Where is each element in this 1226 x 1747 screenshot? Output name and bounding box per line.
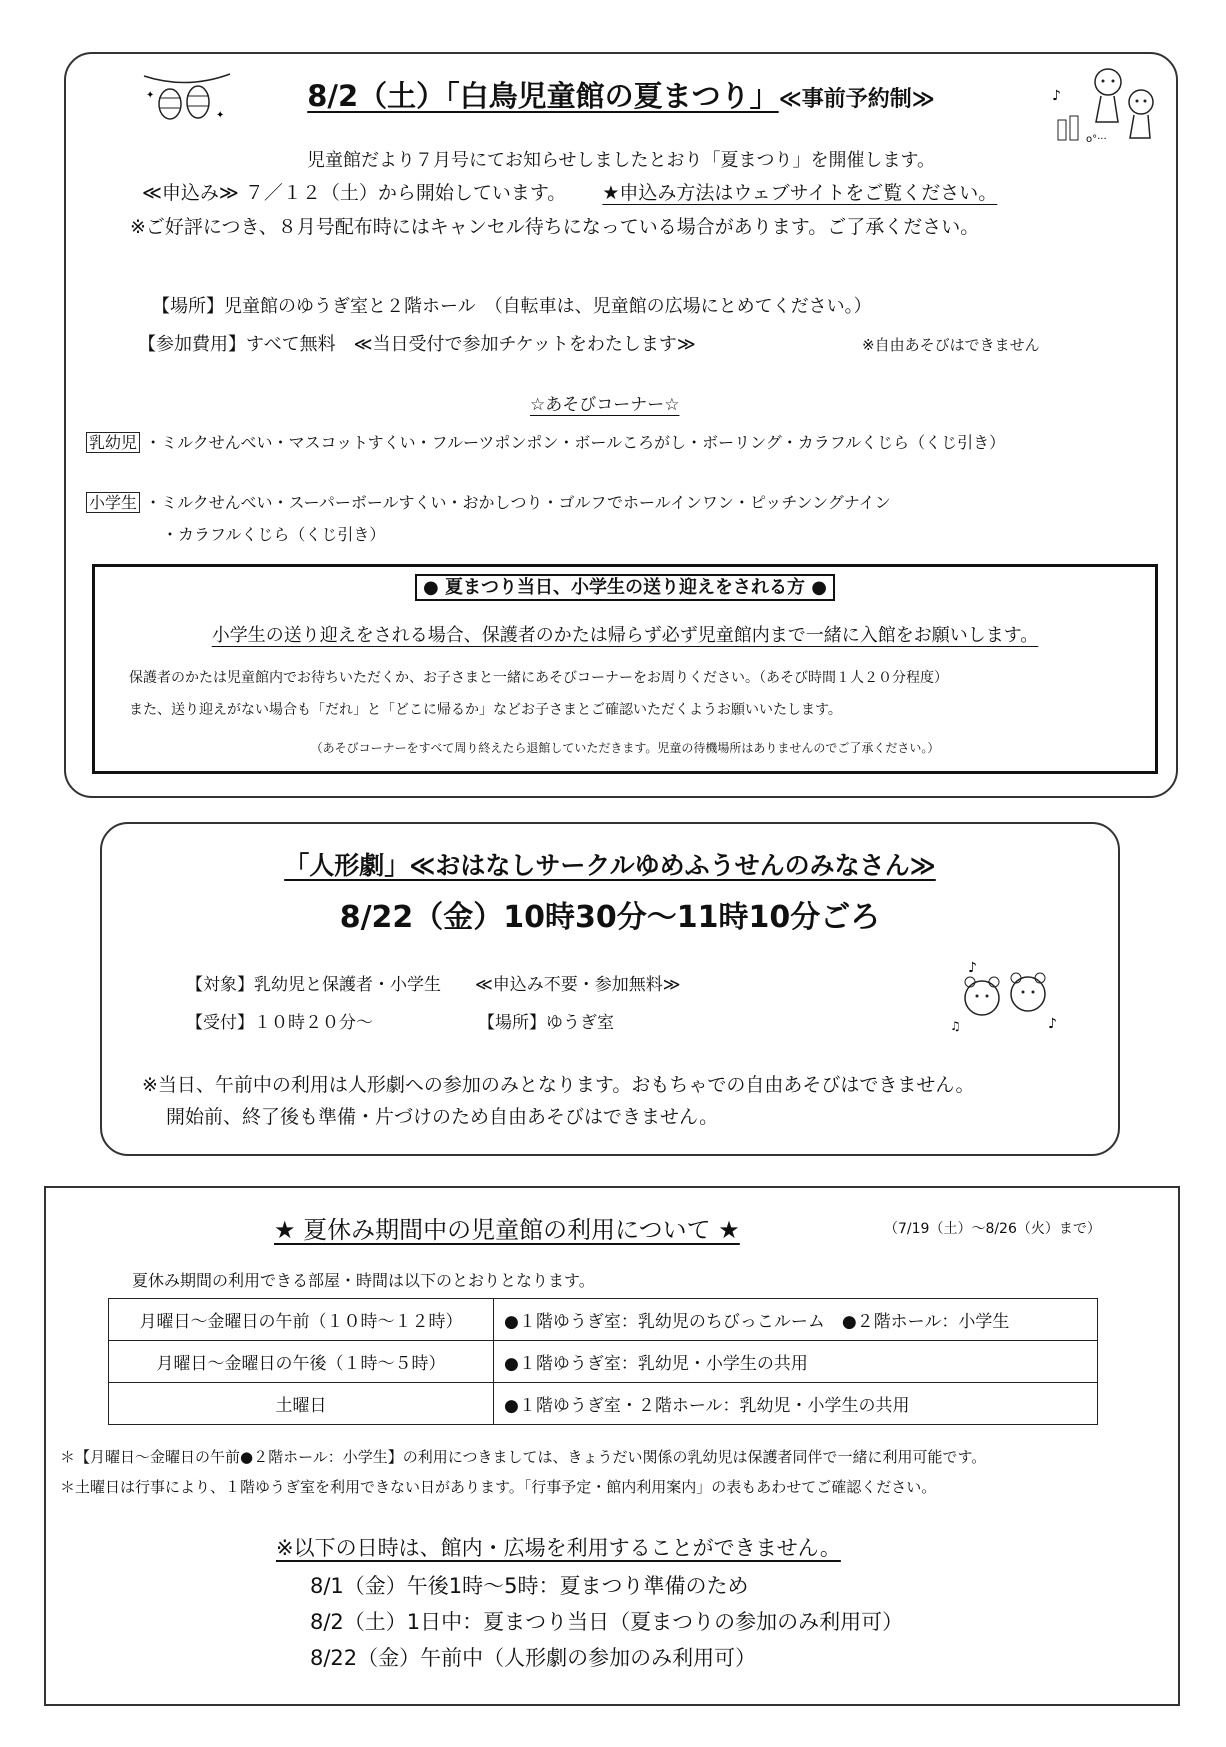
summer-intro: 夏休み期間の利用できる部屋・時間は以下のとおりとなります。 (132, 1271, 595, 1290)
closed-title: ※以下の日時は、館内・広場を利用することができません。 (276, 1536, 841, 1560)
puppet-title: 「人形劇」≪おはなしサークルゆめふうせんのみなさん≫ (284, 851, 936, 880)
festival-fee: 【参加費用】すべて無料 ≪当日受付で参加チケットをわたします≫ (138, 334, 696, 355)
festival-apply: ≪申込み≫ ７／１２（土）から開始しています。 (142, 182, 567, 204)
puppet-place: 【場所】ゆうぎ室 (478, 1013, 614, 1033)
festival-fee-note: ※自由あそびはできません (862, 336, 1040, 354)
festival-waitlist: ※ご好評につき、８月号配布時にはキャンセル待ちになっている場合があります。ご了承ください。 (130, 216, 980, 238)
summer-note2: ＊土曜日は行事により、１階ゆうぎ室を利用できない日があります。「行事予定・館内利用案内」の表もあわせてご確認ください。 (60, 1478, 937, 1496)
festival-apply-method: ★申込み方法はウェブサイトをご覧ください。 (602, 182, 998, 204)
pickup-notice-box (92, 564, 1158, 774)
usage-schedule-table (108, 1298, 1098, 1425)
play-corner-title: ☆あそびコーナー☆ (530, 395, 680, 415)
svg-text:o°···: o°··· (1086, 134, 1107, 145)
pickup-notice-line2: また、送り迎えがない場合も「だれ」と「どこに帰るか」などお子さまとご確認いただくようお願いいたします。 (129, 702, 842, 718)
puppet-target: 【対象】乳幼児と保護者・小学生 ≪申込み不要・参加無料≫ (186, 975, 681, 995)
table-cell-when: 月曜日～金曜日の午後（１時～５時） (109, 1341, 494, 1383)
elementary-items-2: ・カラフルくじら（くじ引き） (162, 525, 386, 544)
puppet-note2: 開始前、終了後も準備・片づけのため自由あそびはできません。 (166, 1106, 719, 1128)
table-cell-when: 土曜日 (109, 1383, 494, 1425)
pickup-notice-title: ● 夏まつり当日、小学生の送り迎えをされる方 ● (415, 574, 835, 601)
infant-items: ・ミルクせんべい・マスコットすくい・フルーツポンポン・ボールころがし・ボーリング・カラフルくじら（くじ引き） (145, 433, 1006, 452)
table-row (109, 1341, 1098, 1383)
table-row (109, 1383, 1098, 1425)
festival-title: 8/2（土）「白鳥児童館の夏まつり」 (307, 79, 779, 113)
pickup-notice-line3: （あそびコーナーをすべて周り終えたら退館していただきます。児童の待機場所はありませんのでご了承ください。） (310, 741, 940, 755)
summer-title: ★ 夏休み期間中の児童館の利用について ★ (274, 1216, 740, 1244)
elementary-tag: 小学生 (86, 492, 140, 513)
summer-note1: ＊【月曜日～金曜日の午前●２階ホール：小学生】の利用につきましては、きょうだい関係の乳幼児は保護者同伴で一緒に利用可能です。 (60, 1448, 987, 1466)
summer-period: （7/19（土）～8/26（火）まで） (884, 1221, 1101, 1237)
closed-item: 8/1（金）午後1時～5時：夏まつり準備のため (310, 1574, 749, 1598)
bears-singing-illustration-icon (948, 958, 1068, 1038)
pickup-notice-main: 小学生の送り迎えをされる場合、保護者のかたは帰らず必ず児童館内まで一緒に入館をお願いします。 (211, 625, 1039, 646)
elementary-items-1: ・ミルクせんべい・スーパーボールすくい・おかしつり・ゴルフでホールインワン・ピッチンングナイン (145, 493, 891, 512)
puppet-note1: ※当日、午前中の利用は人形劇への参加のみとなります。おもちゃでの自由あそびはできません。 (142, 1074, 975, 1096)
table-cell-use: ●１階ゆうぎ室・２階ホール：乳幼児・小学生の共用 (494, 1383, 1098, 1425)
svg-text:♪: ♪ (1052, 88, 1061, 104)
infant-tag: 乳幼児 (86, 432, 140, 453)
svg-text:♫: ♫ (950, 1019, 961, 1033)
svg-text:♪: ♪ (968, 960, 977, 976)
table-cell-use: ●１階ゆうぎ室：乳幼児のちびっこルーム ●２階ホール：小学生 (494, 1299, 1098, 1341)
svg-text:✦: ✦ (216, 110, 225, 121)
puppet-datetime: 8/22（金）10時30分～11時10分ごろ (339, 900, 881, 935)
table-cell-use: ●１階ゆうぎ室：乳幼児・小学生の共用 (494, 1341, 1098, 1383)
puppet-reception: 【受付】１０時２０分～ (186, 1013, 373, 1033)
pickup-notice-line1: 保護者のかたは児童館内でお待ちいただくか、お子さまと一緒にあそびコーナーをお周りください。（あそび時間１人２０分程度） (129, 670, 948, 686)
svg-text:✦: ✦ (146, 90, 155, 101)
svg-text:♪: ♪ (1048, 1016, 1057, 1032)
table-cell-when: 月曜日～金曜日の午前（１０時～１２時） (109, 1299, 494, 1341)
festival-title-suffix: ≪事前予約制≫ (778, 87, 935, 112)
table-row (109, 1299, 1098, 1341)
closed-item: 8/2（土）1日中：夏まつり当日（夏まつりの参加のみ利用可） (310, 1610, 904, 1634)
festival-intro: 児童館だより７月号にてお知らせしましたとおり「夏まつり」を開催します。 (306, 150, 936, 171)
festival-place: 【場所】児童館のゆうぎ室と２階ホール （自転車は、児童館の広場にとめてください。） (152, 296, 872, 317)
puppet-show-section (100, 822, 1120, 1156)
closed-item: 8/22（金）午前中（人形劇の参加のみ利用可） (310, 1646, 757, 1670)
